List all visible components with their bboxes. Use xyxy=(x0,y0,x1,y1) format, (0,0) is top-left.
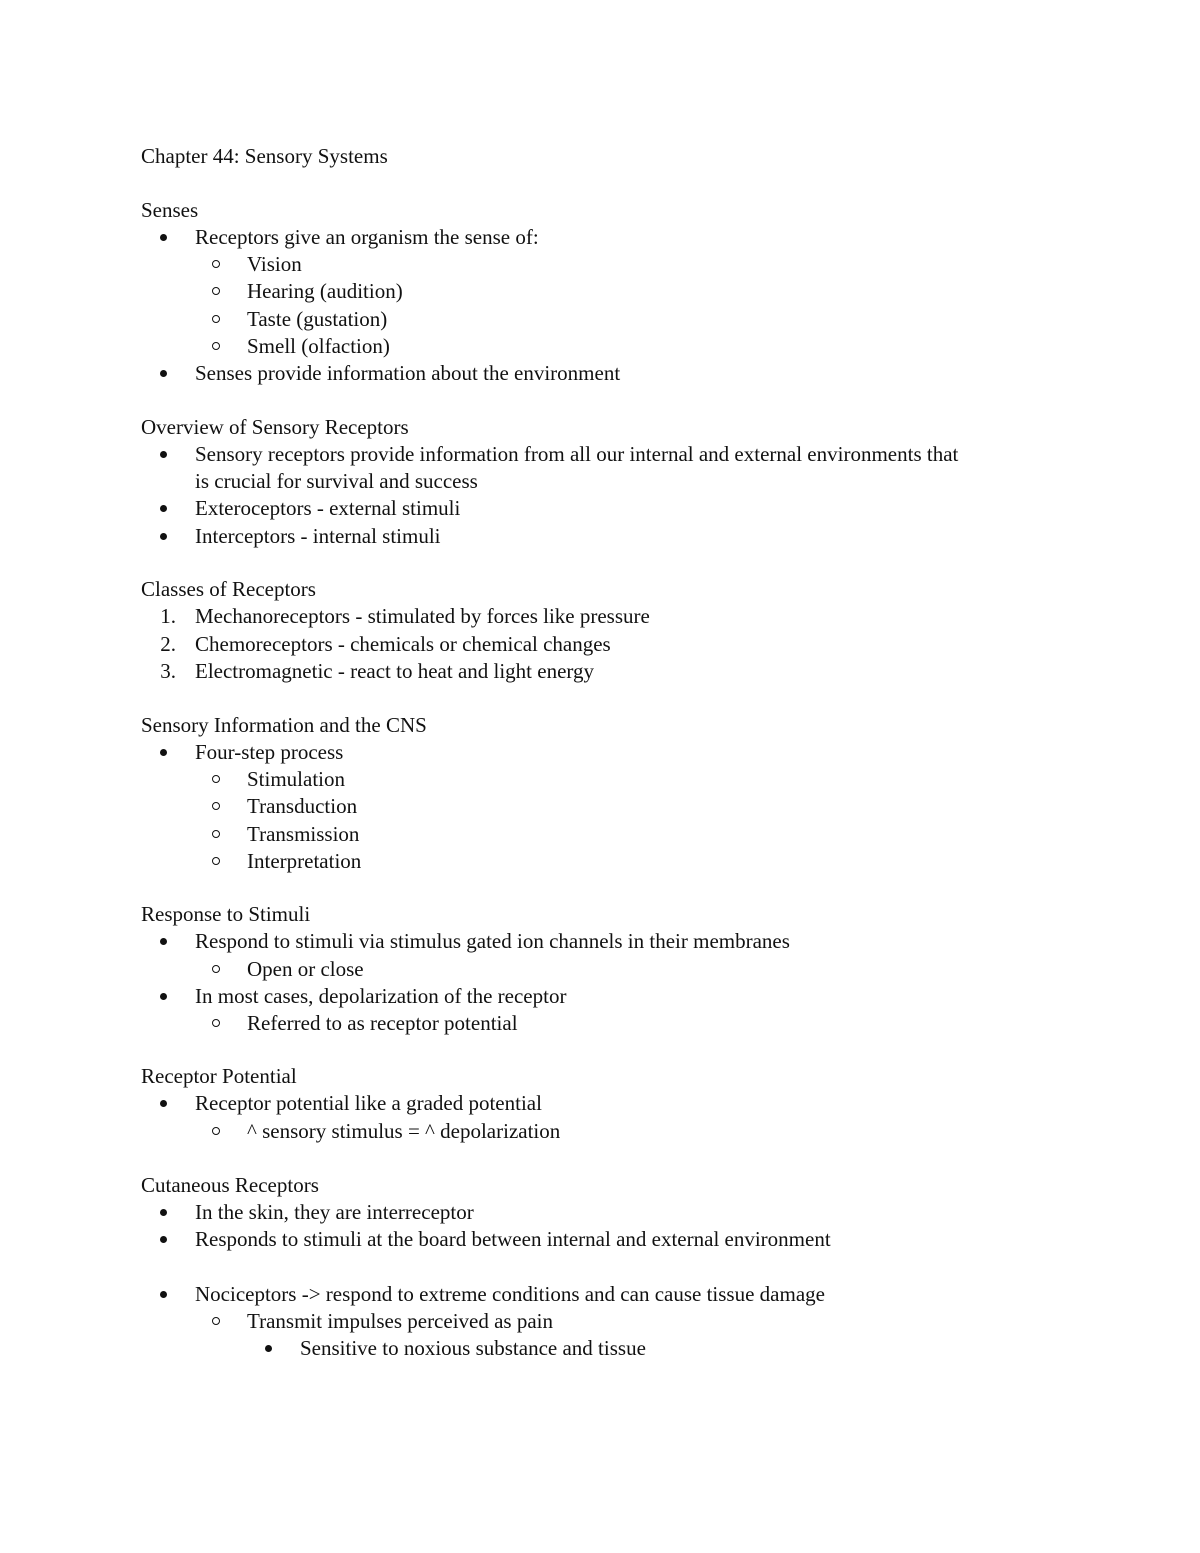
sub-list-item: Open or close xyxy=(247,957,364,981)
sub-bullet-ring xyxy=(212,315,220,323)
list-item: In the skin, they are interreceptor xyxy=(195,1200,474,1224)
list-item-continuation: is crucial for survival and success xyxy=(195,469,478,493)
numbered-item: Chemoreceptors - chemicals or chemical changes xyxy=(195,632,611,656)
sub-list-item: Vision xyxy=(247,252,302,276)
sub-bullet-ring xyxy=(212,965,220,973)
sub-bullet-ring xyxy=(212,857,220,865)
list-item: Receptors give an organism the sense of: xyxy=(195,225,539,249)
section-heading-classes: Classes of Receptors xyxy=(141,577,316,601)
sub-bullet-ring xyxy=(212,802,220,810)
bullet-dot xyxy=(160,234,167,241)
bullet-dot xyxy=(160,451,167,458)
sub-bullet-ring xyxy=(212,260,220,268)
sub-bullet-ring xyxy=(212,342,220,350)
sub-list-item: Taste (gustation) xyxy=(247,307,388,331)
list-item: Nociceptors -> respond to extreme conditions and can cause tissue damage xyxy=(195,1282,825,1306)
sub-list-item: Stimulation xyxy=(247,767,346,791)
bullet-dot xyxy=(160,993,167,1000)
list-item: Senses provide information about the environment xyxy=(195,361,621,385)
sub-list-item: Smell (olfaction) xyxy=(247,334,390,358)
list-item: Respond to stimuli via stimulus gated ion channels in their membranes xyxy=(195,929,790,953)
list-number: 1. xyxy=(160,604,176,628)
list-item: Responds to stimuli at the board between internal and external environment xyxy=(195,1227,831,1251)
list-item: Receptor potential like a graded potential xyxy=(195,1091,542,1115)
sub-bullet-ring xyxy=(212,287,220,295)
sub-list-item: Transmit impulses perceived as pain xyxy=(247,1309,554,1333)
numbered-item: Mechanoreceptors - stimulated by forces like pressure xyxy=(195,604,650,628)
bullet-dot xyxy=(160,938,167,945)
bullet-dot xyxy=(160,749,167,756)
sub-list-item: Hearing (audition) xyxy=(247,279,403,303)
list-item: Four-step process xyxy=(195,740,344,764)
bullet-dot xyxy=(160,505,167,512)
sub-bullet-ring xyxy=(212,830,220,838)
bullet-dot xyxy=(160,370,167,377)
list-number: 3. xyxy=(160,659,176,683)
list-item: In most cases, depolarization of the receptor xyxy=(195,984,567,1008)
list-item: Sensory receptors provide information from all our internal and external environments that xyxy=(195,442,959,466)
sub-list-item: Transduction xyxy=(247,794,358,818)
sub-list-item: Referred to as receptor potential xyxy=(247,1011,518,1035)
list-item: Exteroceptors - external stimuli xyxy=(195,496,461,520)
section-heading-cutaneous: Cutaneous Receptors xyxy=(141,1173,319,1197)
sub-list-item: ^ sensory stimulus = ^ depolarization xyxy=(247,1119,561,1143)
bullet-dot xyxy=(160,1100,167,1107)
sub-list-item: Transmission xyxy=(247,822,360,846)
section-heading-potential: Receptor Potential xyxy=(141,1064,297,1088)
section-heading-response: Response to Stimuli xyxy=(141,902,311,926)
section-heading-overview: Overview of Sensory Receptors xyxy=(141,415,409,439)
bullet-dot xyxy=(160,1209,167,1216)
bullet-dot xyxy=(160,1291,167,1298)
sub-list-item: Interpretation xyxy=(247,849,362,873)
sub-bullet-ring xyxy=(212,1127,220,1135)
section-heading-cns: Sensory Information and the CNS xyxy=(141,713,427,737)
sub-bullet-ring xyxy=(212,775,220,783)
list-number: 2. xyxy=(160,632,176,656)
section-heading-senses: Senses xyxy=(141,198,199,222)
bullet-dot xyxy=(160,1236,167,1243)
sub-sub-bullet-dot xyxy=(265,1345,272,1352)
document-title: Chapter 44: Sensory Systems xyxy=(141,144,388,168)
numbered-item: Electromagnetic - react to heat and light energy xyxy=(195,659,595,683)
sub-bullet-ring xyxy=(212,1317,220,1325)
sub-sub-list-item: Sensitive to noxious substance and tissue xyxy=(300,1336,646,1360)
sub-bullet-ring xyxy=(212,1019,220,1027)
bullet-dot xyxy=(160,533,167,540)
list-item: Interceptors - internal stimuli xyxy=(195,524,441,548)
